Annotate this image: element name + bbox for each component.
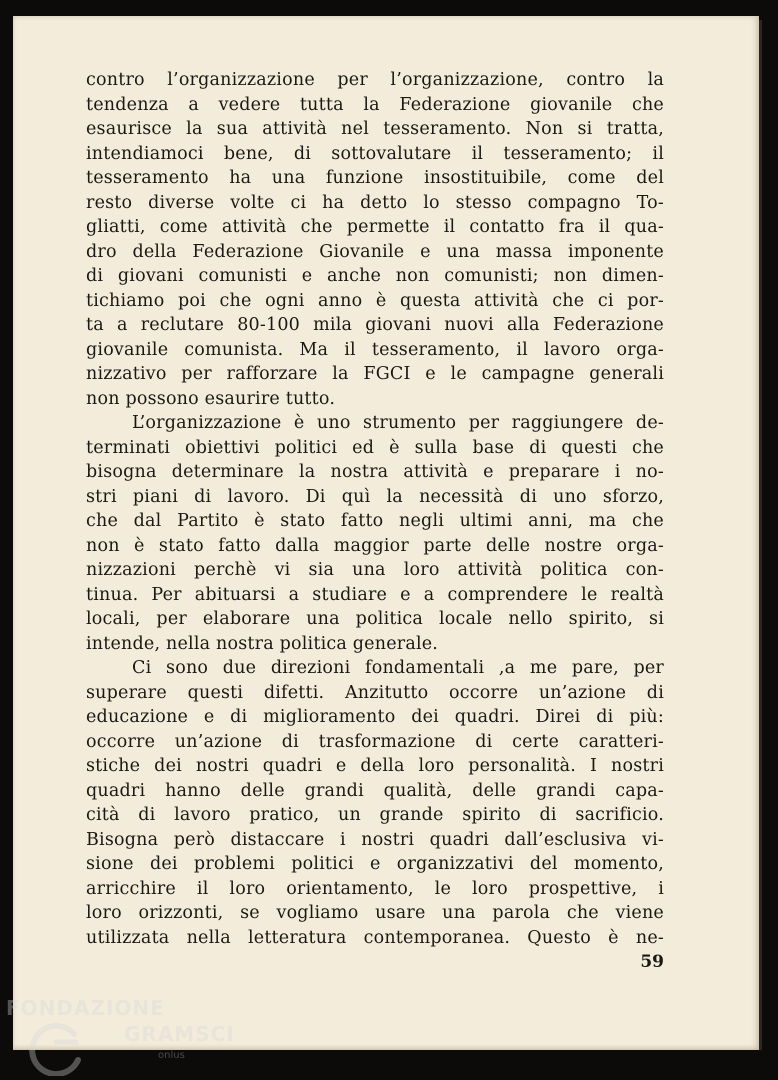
text-line: stiche dei nostri quadri e della loro personalità. I nostri — [86, 756, 664, 776]
text-line: non possono esaurire tutto. — [86, 388, 336, 409]
watermark-line3: onlus — [158, 1050, 185, 1061]
text-line: contro l’organizzazione per l’organizzazione, contro la — [86, 70, 664, 90]
watermark-line2: GRAMSCI — [124, 1022, 235, 1046]
page-body-text — [86, 68, 664, 950]
text-line: di giovani comunisti e anche non comunisti; non dimen- — [86, 266, 664, 286]
page-number: 59 — [640, 952, 664, 972]
text-line: non è stato fatto dalla maggior parte delle nostre orga- — [86, 535, 664, 556]
watermark-line1: FONDAZIONE — [6, 996, 165, 1020]
text-line: stri piani di lavoro. Di quì la necessità di uno sforzo, — [86, 486, 664, 507]
text-line: terminati obiettivi politici ed è sulla base di questi che — [86, 437, 664, 458]
text-line: loro orizzonti, se vogliamo usare una parola che viene — [86, 903, 664, 923]
text-line: gliatti, come attività che permette il contatto fra il qua- — [86, 217, 664, 237]
text-line: intende, nella nostra politica generale. — [86, 633, 439, 654]
text-line: locali, per elaborare una politica locale nello spirito, si — [86, 609, 664, 629]
foundation-logo-icon — [26, 1020, 86, 1076]
text-line: sione dei problemi politici e organizzativi del momento, — [86, 854, 664, 874]
watermark — [6, 994, 235, 1080]
text-line: educazione e di miglioramento dei quadri. Direi di più: — [86, 707, 664, 727]
text-line: quadri hanno delle grandi qualità, delle grandi capa- — [86, 780, 664, 801]
text-line: Ci sono due direzioni fondamentali ,a me pare, per — [132, 658, 664, 678]
text-line: che dal Partito è stato fatto negli ultimi anni, ma che — [86, 511, 664, 531]
text-line: nizzazioni perchè vi sia una loro attività politica con- — [86, 560, 664, 580]
text-line: tesseramento ha una funzione insostituibile, come del — [86, 168, 664, 188]
text-line: tinua. Per abituarsi a studiare e a comprendere le realtà — [86, 584, 664, 605]
text-line: utilizzata nella letteratura contemporanea. Questo è ne- — [86, 927, 664, 948]
text-line: resto diverse volte ci ha detto lo stesso compagno To- — [86, 192, 664, 213]
text-line: giovanile comunista. Ma il tesseramento, il lavoro orga- — [86, 339, 664, 360]
text-line: esaurisce la sua attività nel tesseramento. Non si tratta, — [86, 119, 664, 139]
text-line: arricchire il loro orientamento, le loro prospettive, i — [86, 878, 664, 899]
text-line: Bisogna però distaccare i nostri quadri dall’esclusiva vi- — [86, 829, 664, 850]
text-line: dro della Federazione Giovanile e una massa imponente — [86, 241, 664, 262]
text-line: intendiamoci bene, di sottovalutare il tesseramento; il — [86, 143, 664, 164]
text-line: ta a reclutare 80-100 mila giovani nuovi alla Federazione — [86, 315, 664, 335]
text-line: superare questi difetti. Anzitutto occorre un’azione di — [86, 682, 664, 703]
text-line: nizzativo per rafforzare la FGCI e le campagne generali — [86, 364, 664, 384]
text-line: tichiamo poi che ogni anno è questa attività che ci por- — [86, 290, 664, 311]
text-line: tendenza a vedere tutta la Federazione giovanile che — [86, 94, 664, 115]
text-line: bisogna determinare la nostra attività e preparare i no- — [86, 462, 664, 482]
text-line: occorre un’azione di trasformazione di certe caratteri- — [86, 731, 664, 752]
text-line: L’organizzazione è uno strumento per raggiungere de- — [132, 413, 664, 433]
text-line: cità di lavoro pratico, un grande spirito di sacrificio. — [86, 805, 664, 825]
